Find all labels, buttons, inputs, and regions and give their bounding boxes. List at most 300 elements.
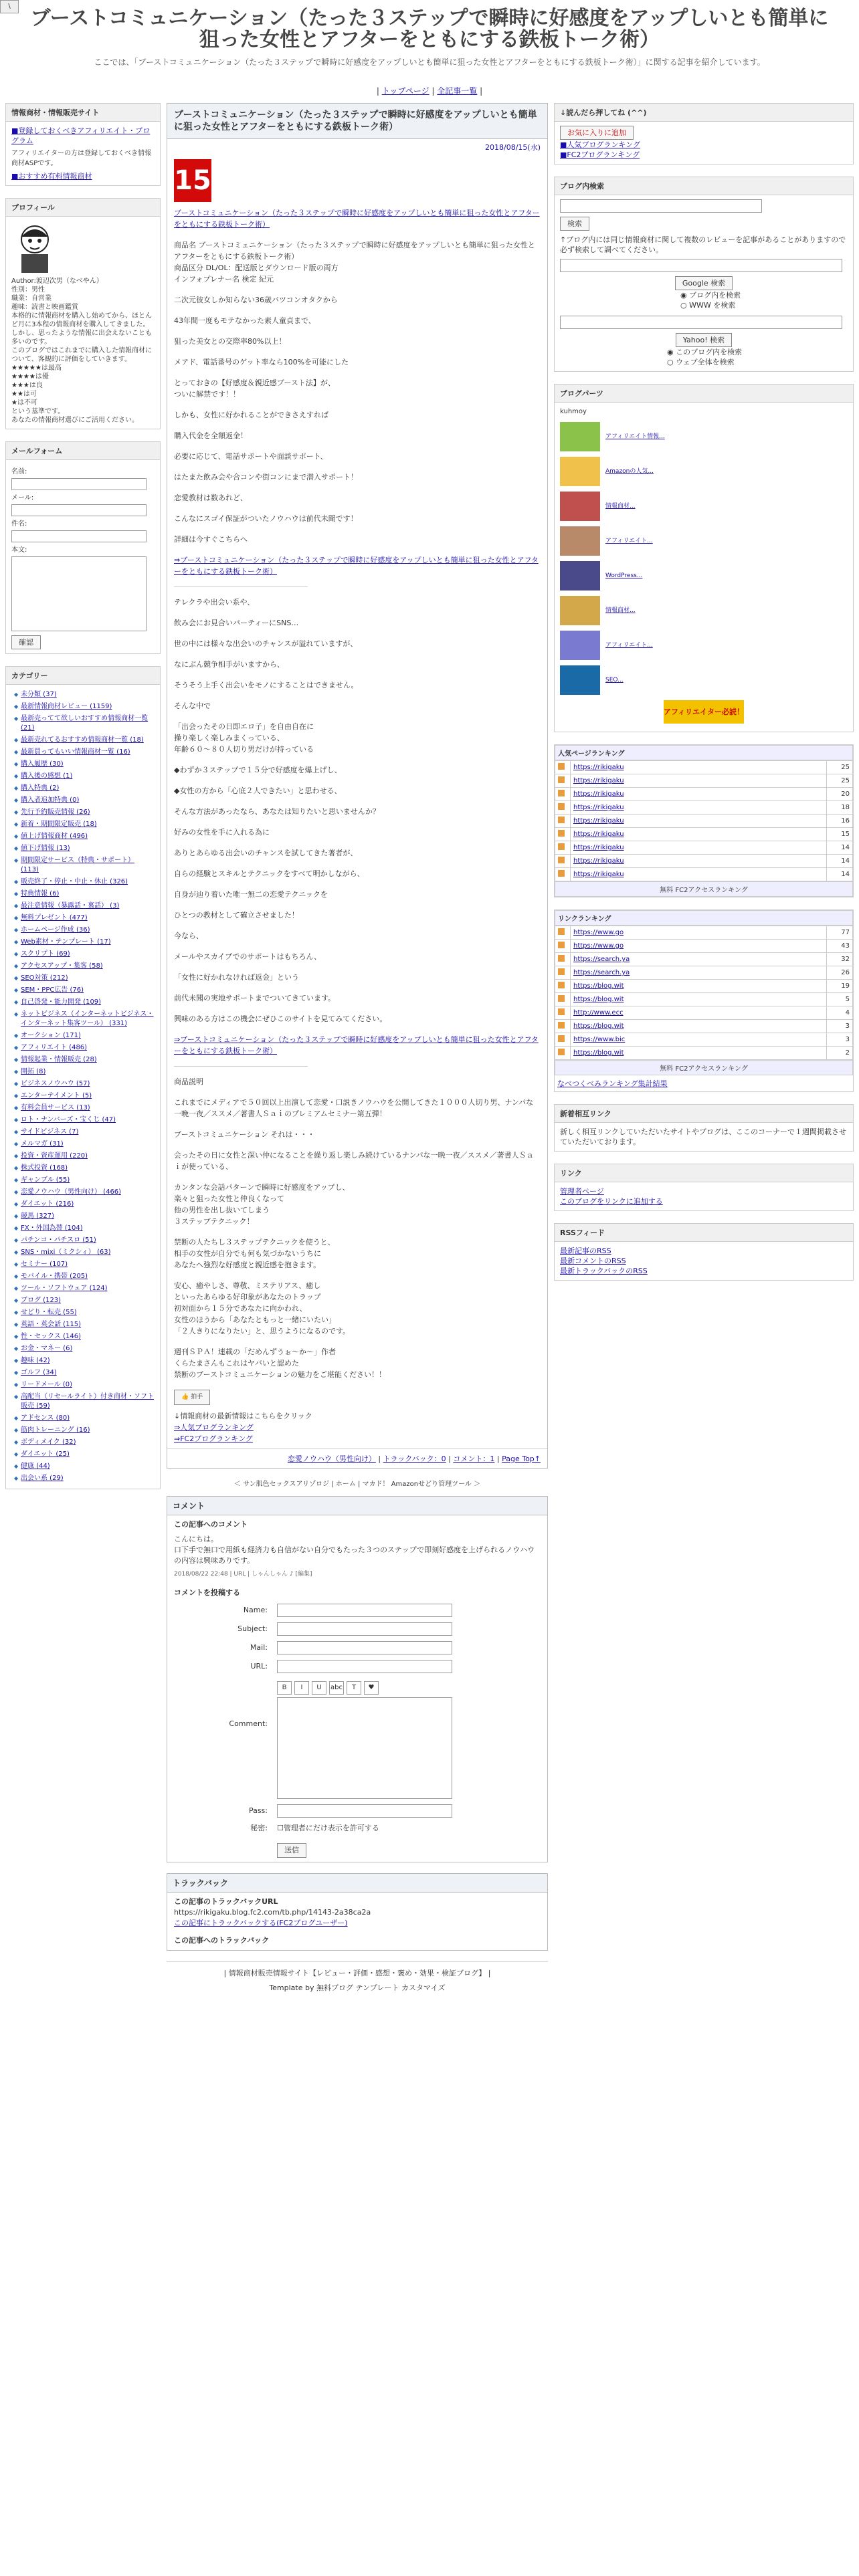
blogpart-item[interactable]: [560, 422, 848, 451]
category-link[interactable]: 投資・資産運用 (220): [21, 1152, 88, 1160]
mutual-heading: 新着相互リンク: [555, 1105, 853, 1123]
add-link[interactable]: このブログをリンクに追加する: [560, 1197, 663, 1206]
entry-paragraph: ◆女性の方から「心底２人できたい」と思わせる、: [174, 786, 342, 795]
category-item: [14, 1008, 155, 1030]
radio-web[interactable]: ○ ウェブ全体を検索: [667, 358, 735, 366]
secret-checkbox[interactable]: ☐: [277, 1824, 284, 1832]
search-heading: ブログ内検索: [555, 177, 853, 195]
category-item: [14, 948, 155, 960]
category-link[interactable]: ロト・ナンバーズ・宝くじ (47): [21, 1116, 116, 1123]
blogpart-link[interactable]: アフィリエイト情報...: [605, 433, 665, 440]
blogpart-thumbnail[interactable]: [560, 561, 600, 591]
italic-button[interactable]: I: [294, 1681, 309, 1695]
category-link[interactable]: 健康 (44): [21, 1463, 50, 1470]
ranking-link[interactable]: https://rikigaku: [573, 831, 624, 838]
ranking-row: [555, 788, 853, 801]
trackback-count-link[interactable]: トラックバック：0: [383, 1455, 446, 1463]
category-link[interactable]: ボディメイク (32): [21, 1438, 76, 1446]
blogpart-item[interactable]: [560, 561, 848, 591]
name-field[interactable]: [11, 478, 147, 490]
left-sidebar: [5, 103, 161, 1998]
category-item: [14, 1424, 155, 1436]
entry-paragraph: はたまた飲み会や合コンや街コンにまで潜入サポート！: [174, 473, 358, 481]
ranking-link[interactable]: https://rikigaku: [573, 844, 624, 851]
mutual-link-box: [554, 1104, 854, 1152]
ranking-link[interactable]: ⇒人気ブログランキング: [174, 1423, 254, 1432]
category-link[interactable]: サイドビジネス (7): [21, 1128, 79, 1136]
entry-paragraph: 二次元彼女しか知らない36歳バツコンオタクから: [174, 296, 338, 304]
ranking-link[interactable]: https://blog.wit: [573, 996, 624, 1003]
category-item: [14, 1174, 155, 1186]
blogpart-thumbnail[interactable]: [560, 526, 600, 556]
category-item: [14, 794, 155, 807]
site-description: ここでは、「ブーストコミュニケーション（たった３ステップで瞬時に好感度をアップしいとも簡単に狙った女性とアフターをともにする鉄板トーク術）」に関する記事を紹介しています。: [94, 58, 765, 67]
blogpart-thumbnail[interactable]: [560, 596, 600, 625]
category-link[interactable]: 販売終了・停止・中止・休止 (326): [21, 878, 128, 885]
blogpart-link[interactable]: WordPress...: [605, 572, 643, 579]
ranking-link[interactable]: https://rikigaku: [573, 804, 624, 811]
name-label: Name:: [243, 1606, 268, 1614]
blogpart-link[interactable]: Amazonの人気...: [605, 467, 654, 475]
site-icon: [558, 803, 565, 810]
category-link[interactable]: ホームページ作成 (36): [21, 926, 90, 934]
blogpart-thumbnail[interactable]: [560, 422, 600, 451]
entry-title[interactable]: ブーストコミュニケーション（たった３ステップで瞬時に好感度をアップしいとも簡単に狙った女性とアフターをともにする鉄板トーク術）: [167, 104, 547, 139]
ranking-row: [555, 815, 853, 828]
mail-input[interactable]: [277, 1641, 452, 1654]
category-item: [14, 1138, 155, 1150]
paragraphs-2: [174, 597, 541, 1025]
secret-label: 秘密:: [250, 1824, 268, 1832]
ranking-link[interactable]: https://rikigaku: [573, 871, 624, 878]
category-link[interactable]: ブログ (123): [21, 1297, 62, 1304]
category-item: [14, 1150, 155, 1162]
linkrank-table: [555, 926, 853, 1060]
ranking-link[interactable]: https://rikigaku: [573, 790, 624, 798]
category-link[interactable]: 有料会員サービス (13): [21, 1104, 90, 1111]
category-item: [14, 689, 155, 701]
ranking-link[interactable]: http://www.ecc: [573, 1009, 624, 1016]
profile-heading: プロフィール: [6, 199, 160, 217]
ranking-row: [555, 940, 853, 953]
category-link[interactable]: 新着・期間限定販売 (18): [21, 821, 97, 828]
blogparts-user[interactable]: kuhmoy: [560, 408, 587, 415]
popular-blog-link[interactable]: ■人気ブログランキング: [560, 140, 641, 149]
comments-heading: コメント: [167, 1497, 547, 1515]
category-link[interactable]: 値下げ情報 (13): [21, 845, 70, 852]
category-item: [14, 1186, 155, 1198]
category-link[interactable]: スクリプト (69): [21, 950, 70, 958]
site-icon: [558, 790, 565, 796]
category-link[interactable]: ダイエット (216): [21, 1200, 74, 1208]
fc2-ranking-link[interactable]: ⇒FC2ブログランキング: [174, 1434, 253, 1443]
category-link[interactable]: モバイル・携帯 (205): [21, 1273, 88, 1280]
rss-heading: RSSフィード: [555, 1224, 853, 1242]
comment-textarea[interactable]: [277, 1697, 452, 1799]
category-link[interactable]: 高配当（リセールライト）付き商材・ソフト販売 (59): [21, 1393, 154, 1410]
category-link[interactable]: 最新売れてるおすすめ情報商材一覧 (18): [21, 736, 144, 744]
category-link[interactable]: お金・マネー (6): [21, 1345, 73, 1352]
entry-paragraph: 必要に応じて、電話サポートや面談サポート、: [174, 452, 328, 461]
name-input[interactable]: [277, 1604, 452, 1617]
category-link[interactable]: セミナー (107): [21, 1261, 68, 1268]
underline-button[interactable]: U: [312, 1681, 326, 1695]
color-button[interactable]: ♥: [364, 1681, 379, 1695]
blogparts-box: [554, 384, 854, 732]
profile-text: Author:渡辺次男（なべやん） 性別：男性 職業：自営業 趣味：読書と映画鑑賞 本格的に情報商材を購入し始めてから、ほとんど月に3本程の情報商材を購入してきました。しかし、思ったような情報に出会えないことも多いのです。 このブログではこれまでに購入した情報商材について、客観的に評価をしていきます。 ★★★★★は最高 ★★★★は優 ★★★は良 ★★は可 ★は不可 という基準です。 あなたの情報商材選びにご活用ください。: [11, 278, 152, 424]
ranking-row: [555, 855, 853, 868]
category-item: [14, 1448, 155, 1461]
favorite-button[interactable]: お気に入りに追加: [560, 126, 634, 140]
ranking-link[interactable]: https://www.go: [573, 929, 624, 936]
blogpart-link[interactable]: 情報商材...: [605, 502, 636, 510]
ranking-count: 26: [827, 966, 853, 980]
category-item: [14, 996, 155, 1008]
blogpart-thumbnail[interactable]: [560, 665, 600, 695]
linkrank-more[interactable]: なべつくべみランキング集計結果: [557, 1079, 668, 1088]
entry-paragraph: 商品名 ブーストコミュニケーション（たった３ステップで瞬時に好感度をアップしいとも簡単に狙った女性とアフターをともにする鉄板トーク術） 商品区分 DL/OL：配送版とダウンロード版の両方 インフォプレナー名 検定 紀元: [174, 241, 535, 284]
entry-paragraph: 安心、癒やしさ、尊敬、ミステリアス、癒し といったあらゆる好印象があなたのトラップ 初対面から１５分であなたに向かわれ、 女性のほうから「あなたともっと一緒にいたい」 「２人きりになりたい」と、思うようになるのです。: [174, 1281, 351, 1335]
category-link[interactable]: 情報起業・情報販売 (28): [21, 1056, 97, 1063]
entry: [167, 103, 548, 1469]
body-label: 本文:: [11, 546, 27, 554]
category-item: [14, 1042, 155, 1054]
fc2-ranking-link[interactable]: ■FC2ブログランキング: [560, 150, 640, 159]
product-link-3[interactable]: ⇒ブーストコミュニケーション（たった３ステップで瞬時に好感度をアップしいとも簡単に狙った女性とアフターをともにする鉄板トーク術）: [174, 1035, 539, 1055]
ranking-link[interactable]: https://search.ya: [573, 956, 630, 963]
category-link[interactable]: リードメール (0): [21, 1381, 73, 1388]
category-item: [14, 1078, 155, 1090]
category-link[interactable]: エンターテイメント (5): [21, 1092, 92, 1099]
category-link[interactable]: ネットビジネス（インターネットビジネス・インターネット集客ツール） (331): [21, 1010, 154, 1027]
submit-comment-button[interactable]: 送信: [277, 1843, 306, 1858]
category-link[interactable]: 出会い系 (29): [21, 1475, 64, 1482]
ranking-link[interactable]: https://www.go: [573, 942, 624, 950]
profile-box: [5, 198, 161, 429]
category-link[interactable]: せどり・転売 (55): [21, 1309, 77, 1316]
nav-top-page[interactable]: トップページ: [381, 86, 430, 96]
category-item: [14, 1412, 155, 1424]
rss-trackback-link[interactable]: 最新トラックバックのRSS: [560, 1267, 648, 1275]
yahoo-search-input[interactable]: [560, 316, 842, 329]
category-item: [14, 1198, 155, 1210]
radio-this-blog[interactable]: ◉ このブログ内を検索: [667, 348, 743, 356]
affiliate-banner[interactable]: アフィリエイター必読！: [664, 700, 744, 724]
linkrank-footer[interactable]: 無料 FC2アクセスランキング: [555, 1060, 853, 1075]
comment-label: Comment:: [229, 1719, 268, 1728]
strike-button[interactable]: abc: [329, 1681, 344, 1695]
blogpart-link[interactable]: SEO...: [605, 676, 624, 683]
rss-box: [554, 1223, 854, 1281]
blogpart-link[interactable]: アフィリエイト...: [605, 537, 653, 544]
trackback-subheading: この記事へのトラックバック: [174, 1936, 270, 1945]
entry-paragraph: ブーストコミュニケーション それは・・・: [174, 1130, 315, 1139]
ranking-row: [555, 774, 853, 788]
category-link[interactable]: 開拓 (8): [21, 1068, 46, 1075]
ranking-box: [554, 103, 854, 165]
rss-entries-link[interactable]: 最新記事のRSS: [560, 1247, 611, 1255]
entry-category-link[interactable]: 恋愛ノウハウ（男性向け）: [287, 1455, 376, 1463]
mail-label: メール:: [11, 494, 34, 502]
trackback-link[interactable]: この記事にトラックバックする(FC2ブログユーザー): [174, 1919, 348, 1927]
ranking-count: 16: [827, 815, 853, 828]
ranking-row: [555, 1006, 853, 1020]
entry-paragraph: 今なら、: [174, 932, 203, 940]
nav-all-entries[interactable]: 全記事一覧: [437, 86, 478, 96]
blogpart-thumbnail[interactable]: [560, 457, 600, 486]
entry-paragraph: こんなにスゴイ保証がついたノウハウは前代未聞です！: [174, 514, 358, 523]
affiliate-link[interactable]: ■登録しておくべきアフィリエイト・ブログラム: [11, 126, 151, 145]
site-title[interactable]: ブーストコミュニケーション（たった３ステップで瞬時に好感度をアップしいとも簡単に狙った女性とアフターをともにする鉄板トーク術）: [30, 7, 829, 51]
google-search-input[interactable]: [560, 259, 842, 272]
corner-widget[interactable]: \: [0, 0, 19, 13]
category-link[interactable]: 株式投資 (168): [21, 1164, 68, 1172]
blogpart-thumbnail[interactable]: [560, 631, 600, 660]
category-item: [14, 1102, 155, 1114]
category-item: [14, 1114, 155, 1126]
footer: [167, 1961, 548, 1998]
category-item: [14, 855, 155, 876]
category-item: [14, 746, 155, 758]
site-icon: [558, 870, 565, 877]
comment-count-link[interactable]: コメント：1: [453, 1455, 495, 1463]
ranking-link[interactable]: https://rikigaku: [573, 817, 624, 825]
three-column-layout: [0, 103, 859, 1998]
ranking-count: 19: [827, 980, 853, 993]
category-item: [14, 876, 155, 888]
subject-input[interactable]: [277, 1622, 452, 1636]
entry-paragraph: ありとあらゆる出会いのチャンスを試してきた著者が、: [174, 849, 358, 857]
category-item: [14, 1222, 155, 1235]
paragraphs-3: [174, 1076, 541, 1380]
ranking-row: [555, 980, 853, 993]
blogpart-item[interactable]: [560, 665, 848, 695]
font-button[interactable]: T: [347, 1681, 361, 1695]
ranking-row: [555, 828, 853, 841]
ranking-link[interactable]: https://rikigaku: [573, 777, 624, 784]
category-item: [14, 713, 155, 734]
categories-heading: カテゴリー: [6, 667, 160, 685]
ranking-count: 3: [827, 1020, 853, 1033]
category-link[interactable]: ツール・ソフトウェア (124): [21, 1285, 108, 1292]
template-credit[interactable]: Template by 無料ブログ テンプレート カスタマイズ: [269, 1983, 446, 1992]
category-link[interactable]: 購入後の感想 (1): [21, 772, 73, 780]
category-item: [14, 1054, 155, 1066]
category-link[interactable]: 購入特典 (2): [21, 784, 60, 792]
radio-blog[interactable]: ◉ ブログ内を検索: [680, 291, 741, 300]
mutual-text: 新しく相互リンクしていただいたサイトやブログは、ここのコーナーで１週間掲載させていただいております。: [560, 1128, 847, 1146]
category-item: [14, 924, 155, 936]
category-link[interactable]: 最新売ってて欲しいおすすめ情報商材一覧 (21): [21, 715, 149, 732]
rss-comments-link[interactable]: 最新コメントのRSS: [560, 1257, 626, 1265]
entry-navigation[interactable]: ＜ サン肌色セックスアリゾロジ | ホーム | マカド！ Amazonせどり管理ツール ＞: [233, 1481, 481, 1488]
ranking-link[interactable]: https://search.ya: [573, 969, 630, 976]
category-link[interactable]: アフィリエイト (486): [21, 1044, 88, 1051]
category-item: [14, 888, 155, 900]
entry-body: [167, 155, 547, 1448]
category-link[interactable]: アドセンス (80): [21, 1414, 70, 1422]
popular-footer[interactable]: 無料 FC2アクセスランキング: [555, 881, 853, 897]
post-comment-heading: コメントを投稿する: [174, 1588, 240, 1597]
category-link[interactable]: オークション (171): [21, 1032, 81, 1039]
entry-paragraph: 世の中には様々な出会いのチャンスが溢れていますが、: [174, 639, 358, 648]
category-link[interactable]: 自己啓発・能力開発 (109): [21, 998, 102, 1006]
yahoo-search-button[interactable]: Yahoo! 検索: [676, 333, 732, 347]
category-link[interactable]: 値上げ情報商材 (496): [21, 833, 88, 840]
category-item: [14, 1473, 155, 1485]
category-link[interactable]: パチンコ・パチスロ (51): [21, 1237, 96, 1244]
category-link[interactable]: 無料プレゼント (477): [21, 914, 88, 922]
category-link[interactable]: ギャンブル (55): [21, 1176, 70, 1184]
site-icon: [558, 857, 565, 863]
site-icon: [558, 1035, 565, 1042]
category-link[interactable]: 筋肉トレーニング (16): [21, 1426, 90, 1434]
pass-input[interactable]: [277, 1804, 452, 1818]
ranking-count: 3: [827, 1033, 853, 1047]
ranking-row: [555, 966, 853, 980]
category-link[interactable]: ビジネスノウハウ (57): [21, 1080, 90, 1087]
category-link[interactable]: 最新情報商材レビュー (1159): [21, 703, 112, 710]
mailform-heading: メールフォーム: [6, 442, 160, 460]
category-link[interactable]: 最注意情報（暴露話・裏話） (3): [21, 902, 120, 909]
category-link[interactable]: ダイエット (25): [21, 1451, 70, 1458]
category-item: [14, 1247, 155, 1259]
google-search-button[interactable]: Google 検索: [675, 276, 733, 290]
blogpart-item[interactable]: [560, 492, 848, 521]
ranking-count: 25: [827, 774, 853, 788]
ranking-row: [555, 1033, 853, 1047]
site-icon: [558, 1049, 565, 1055]
category-link[interactable]: 性・セックス (146): [21, 1333, 81, 1340]
category-item: [14, 807, 155, 819]
ranking-row: [555, 1020, 853, 1033]
blogpart-item[interactable]: [560, 631, 848, 660]
linkrank-heading: リンクランキング: [555, 910, 853, 926]
blogpart-link[interactable]: 情報商材...: [605, 607, 636, 614]
search-button[interactable]: 検索: [560, 217, 589, 231]
blogparts-list: [560, 422, 848, 695]
blogpart-item[interactable]: [560, 526, 848, 556]
category-link[interactable]: SNS・mixi（ミクシィ） (63): [21, 1249, 111, 1256]
category-link[interactable]: Web素材・テンプレート (17): [21, 938, 111, 946]
page-top-link[interactable]: Page Top↑: [502, 1455, 541, 1463]
mail-field[interactable]: [11, 504, 147, 516]
category-link[interactable]: 未分類 (37): [21, 691, 57, 698]
ranking-link[interactable]: https://blog.wit: [573, 982, 624, 990]
category-item: [14, 782, 155, 794]
link-ranking-box: [554, 909, 854, 1092]
recommended-link[interactable]: ■おすすめ有料情報商材: [11, 172, 92, 181]
category-link[interactable]: 競馬 (327): [21, 1212, 55, 1220]
comments-section: [167, 1496, 548, 1862]
category-item: [14, 701, 155, 713]
body-field[interactable]: [11, 556, 147, 631]
ranking-link[interactable]: https://www.bic: [573, 1036, 626, 1043]
category-link[interactable]: アクセスアップ・集客 (58): [21, 962, 103, 970]
site-icon: [558, 830, 565, 837]
category-link[interactable]: メルマガ (31): [21, 1140, 64, 1148]
category-link[interactable]: 趣味 (42): [21, 1357, 50, 1364]
blog-search-input[interactable]: [560, 199, 762, 213]
entry-paragraph: とっておきの【好感度＆親近感ブースト法】が、 ついに解禁です！！: [174, 379, 335, 399]
entry-paragraph: なにぶん競争相手がいますから、: [174, 660, 284, 669]
ranking-row: [555, 1047, 853, 1060]
blogpart-link[interactable]: アフィリエイト...: [605, 641, 653, 649]
blogparts-heading: ブログパーツ: [555, 385, 853, 403]
category-item: [14, 1210, 155, 1222]
ranking-count: 2: [827, 1047, 853, 1060]
ranking-link[interactable]: https://rikigaku: [573, 764, 624, 771]
ranking-link[interactable]: https://blog.wit: [573, 1023, 624, 1030]
bold-button[interactable]: B: [277, 1681, 292, 1695]
entry-paragraph: しかも、女性に好かれることができさえすれば: [174, 411, 328, 419]
category-link[interactable]: 購入者追加特典 (0): [21, 796, 80, 804]
category-link[interactable]: 期間限定サービス（特典・サポート） (113): [21, 857, 134, 873]
subject-field[interactable]: [11, 530, 147, 542]
category-link[interactable]: SEM・PPC広告 (76): [21, 986, 84, 994]
product-link-2[interactable]: ⇒ブーストコミュニケーション（たった３ステップで瞬時に好感度をアップしいとも簡単に狙った女性とアフターをともにする鉄板トーク術）: [174, 556, 539, 576]
ranking-row: [555, 761, 853, 774]
url-input[interactable]: [277, 1660, 452, 1673]
comment-meta[interactable]: 2018/08/22 22:48 | URL | しゃんしゃん ♪ [編集]: [174, 1571, 312, 1578]
category-link[interactable]: ゴルフ (34): [21, 1369, 57, 1376]
search-box: [554, 177, 854, 372]
category-link[interactable]: SEO対策 (212): [21, 974, 68, 982]
subject-label: Subject:: [237, 1624, 268, 1633]
blogpart-item[interactable]: [560, 596, 848, 625]
category-link[interactable]: 先行予約販売情報 (26): [21, 809, 90, 816]
category-item: [14, 1391, 155, 1412]
entry-paragraph: 自らの経験とスキルとテクニックをすべて明かしながら、: [174, 869, 365, 878]
category-link[interactable]: 特典情報 (6): [21, 890, 60, 897]
product-link[interactable]: ブーストコミュニケーション（たった３ステップで瞬時に好感度をアップしいとも簡単に狙った女性とアフターをともにする鉄板トーク術）: [174, 209, 540, 229]
ranking-row: [555, 841, 853, 855]
category-link[interactable]: 最新買ってもいい情報商材一覧 (16): [21, 748, 130, 756]
name-label: 名前:: [11, 468, 27, 475]
trackback-url[interactable]: https://rikigaku.blog.fc2.com/tb.php/14143-2a38ca2a: [174, 1908, 371, 1917]
entry-date[interactable]: 2018/08/15(水): [485, 143, 541, 152]
right-sidebar: [554, 103, 854, 1998]
category-item: [14, 819, 155, 831]
category-link[interactable]: 購入履歴 (30): [21, 760, 64, 768]
ranking-count: 5: [827, 993, 853, 1006]
admin-link[interactable]: 管理者ページ: [560, 1187, 604, 1196]
category-item: [14, 770, 155, 782]
site-icon: [558, 1022, 565, 1029]
category-item: [14, 1126, 155, 1138]
popular-heading: 人気ページランキング: [555, 745, 853, 760]
category-item: [14, 1271, 155, 1283]
entry-paragraph: カンタンな会話パターンで瞬時に好感度をアップし、 楽々と狙った女性と仲良くなって 他の男性を出し抜いてしまう ３ステップテクニック！: [174, 1183, 350, 1226]
ranking-link[interactable]: https://blog.wit: [573, 1049, 624, 1057]
category-link[interactable]: 英語・英会話 (115): [21, 1321, 82, 1328]
ranking-link[interactable]: https://rikigaku: [573, 857, 624, 865]
ranking-heading: ↓読んだら押してね (^^): [555, 104, 853, 122]
category-item: [14, 1295, 155, 1307]
category-link[interactable]: 恋愛ノウハウ（男性向け） (466): [21, 1188, 122, 1196]
like-button[interactable]: 👍 拍手: [174, 1390, 210, 1405]
footer-line[interactable]: | 情報商材販売情報サイト【レビュー・評価・感想・褒め・効果・検証ブログ】 |: [223, 1969, 491, 1977]
category-link[interactable]: FX・外国為替 (104): [21, 1224, 83, 1232]
divider: [174, 586, 308, 587]
blogpart-item[interactable]: [560, 457, 848, 486]
blogpart-thumbnail[interactable]: [560, 492, 600, 521]
confirm-button[interactable]: 確認: [11, 635, 41, 649]
category-item: [14, 1331, 155, 1343]
product-thumbnail[interactable]: 15: [174, 159, 211, 202]
entry-paragraph: 狙った美女との交際率80%以上！: [174, 337, 286, 346]
radio-www[interactable]: ○ WWW を検索: [680, 301, 736, 310]
